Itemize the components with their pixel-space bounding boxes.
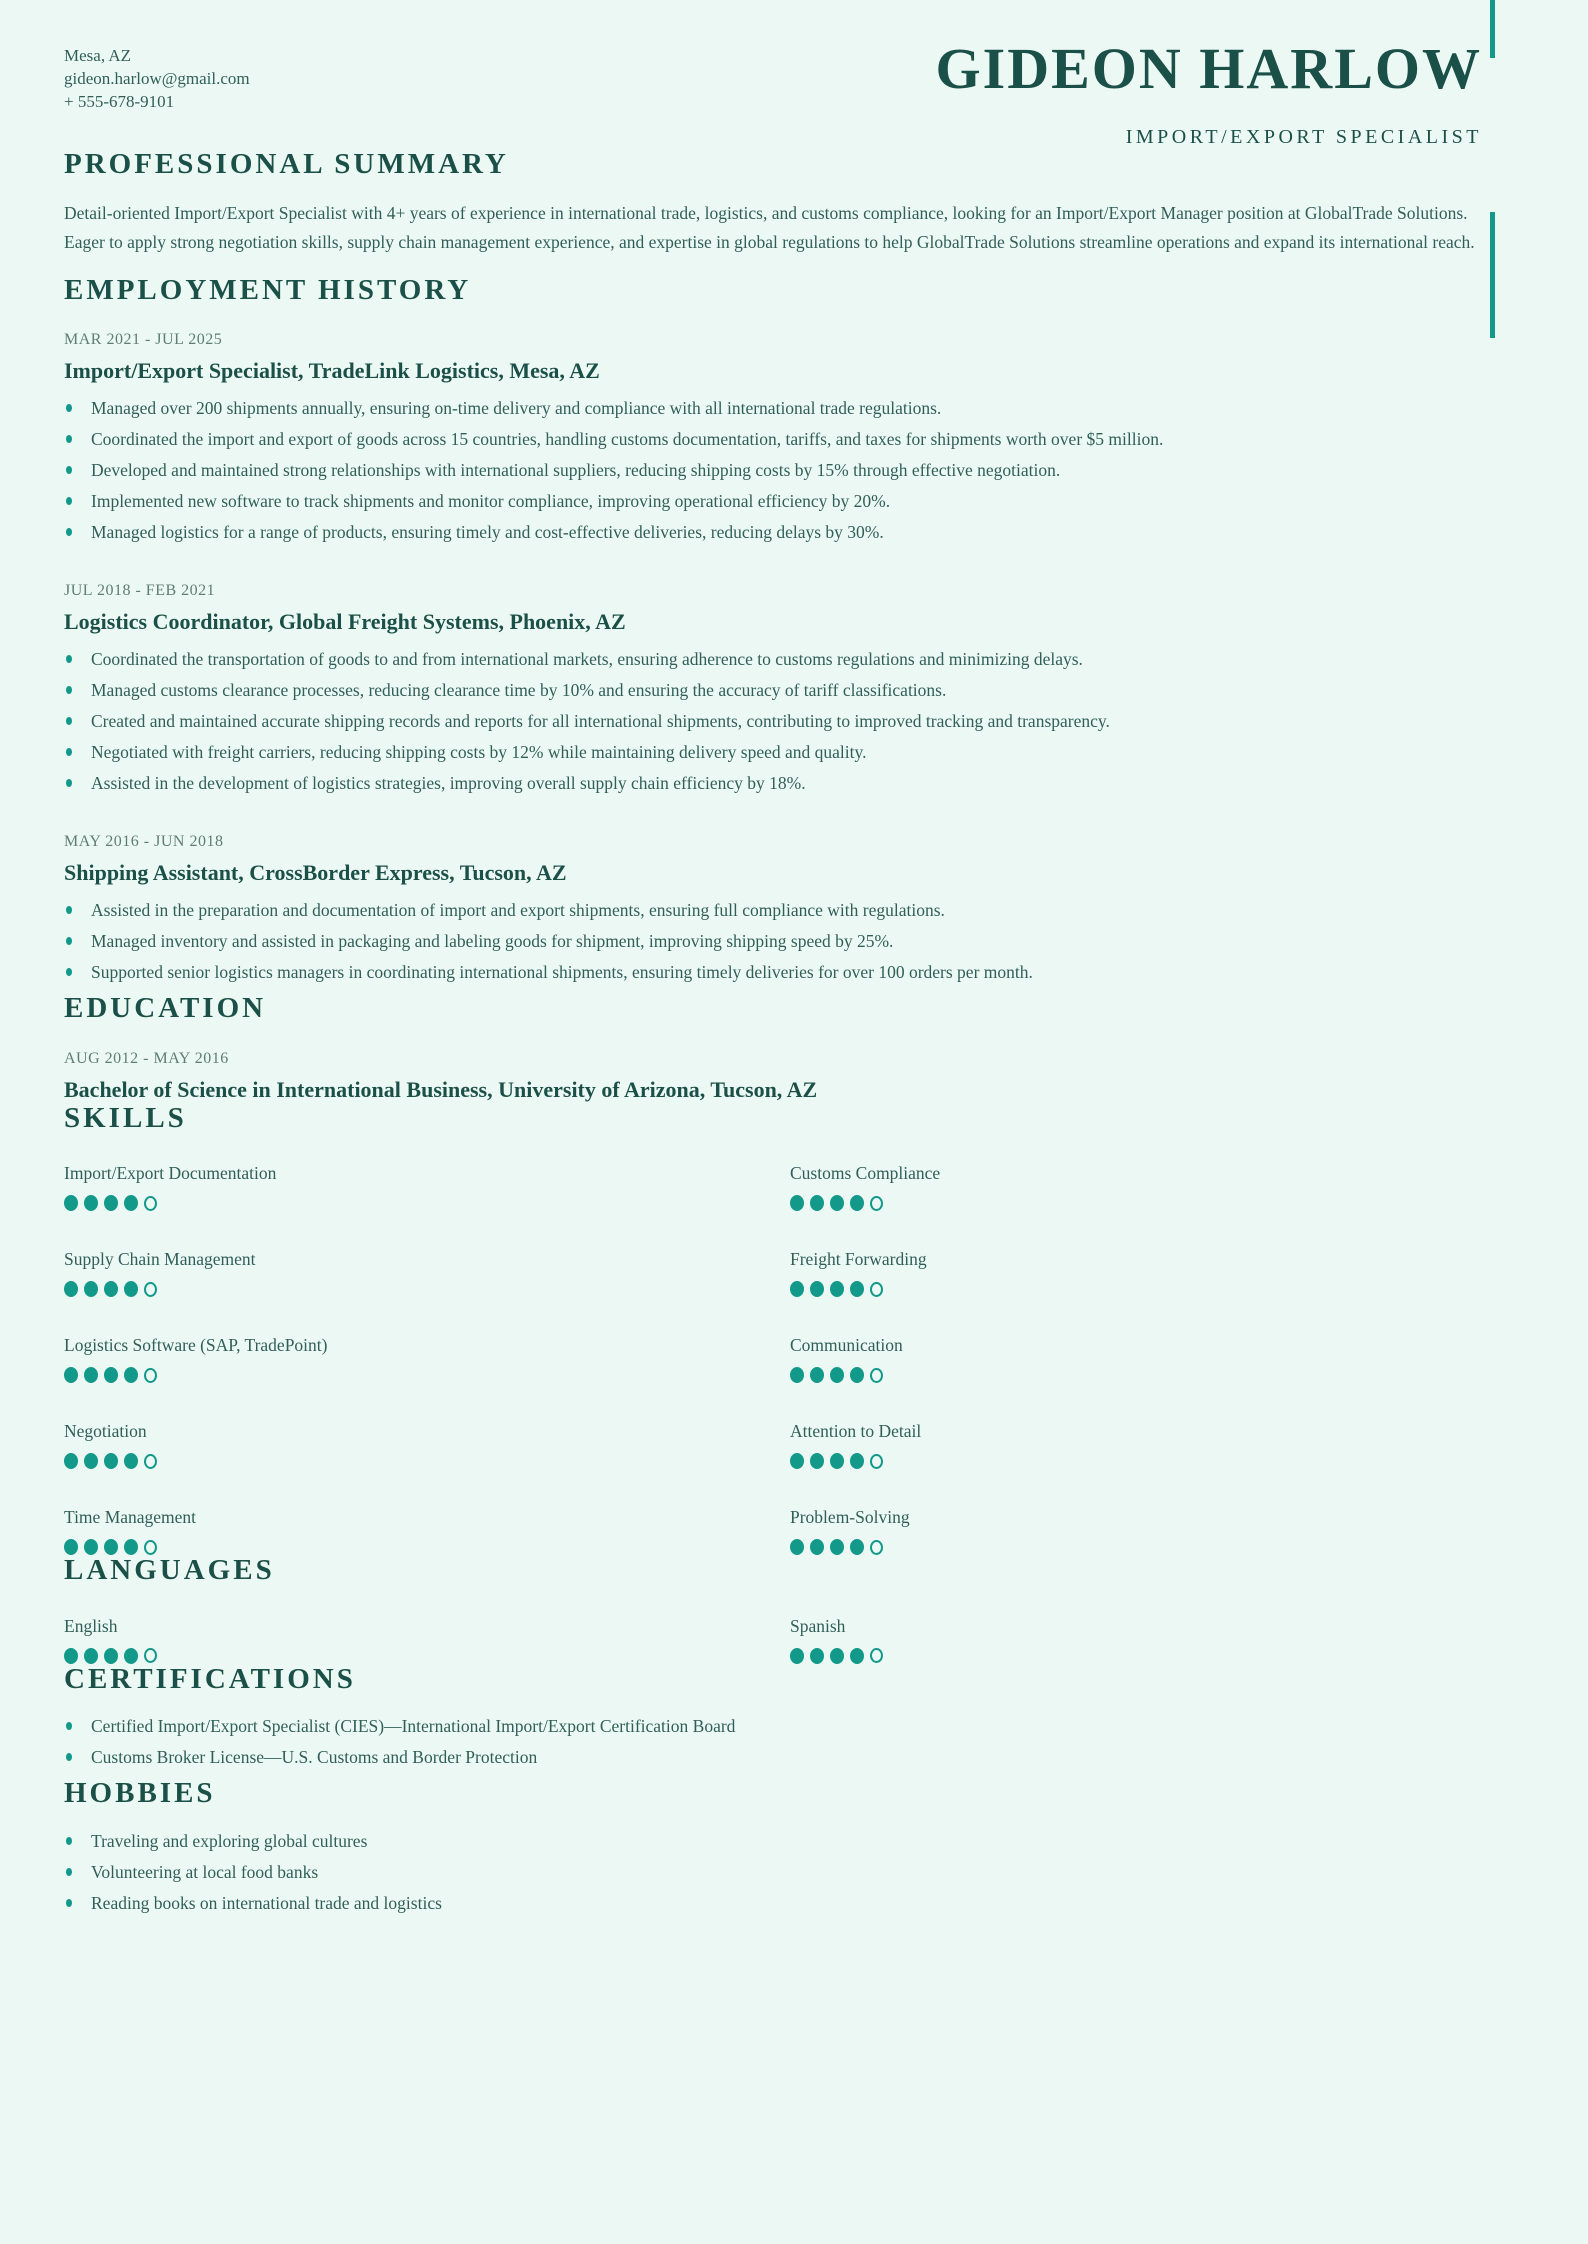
rating-dot-empty <box>144 1648 157 1663</box>
section-certifications <box>64 1664 1524 1767</box>
skill-name: Import/Export Documentation <box>64 1163 277 1184</box>
bullet-text: Assisted in the preparation and documentation of import and export shipments, ensuring full compliance with regulations. <box>91 900 945 921</box>
skill-item <box>790 1249 1524 1297</box>
rating-dot-filled <box>64 1539 78 1555</box>
rating-dot-filled <box>124 1367 138 1383</box>
job-bullet <box>64 429 1524 449</box>
bullet-dot-icon <box>66 404 72 412</box>
job-bullet-list <box>64 649 1524 793</box>
certifications-heading: CERTIFICATIONS <box>64 1662 356 1695</box>
bullet-text: Managed inventory and assisted in packaging and labeling goods for shipment, improving shipping speed by 25%. <box>91 931 894 952</box>
hobby-list <box>64 1831 1524 1913</box>
rating-dot-filled <box>790 1453 804 1469</box>
section-hobbies <box>64 1778 1524 1912</box>
section-skills <box>64 1103 1524 1555</box>
rating-dot-empty <box>144 1454 157 1469</box>
language-name: Spanish <box>790 1615 846 1636</box>
rating-dot-empty <box>144 1368 157 1383</box>
rating-dot-filled <box>830 1195 844 1211</box>
candidate-job-title: IMPORT/EXPORT SPECIALIST <box>1125 126 1482 148</box>
section-education <box>64 993 1524 1102</box>
rating-dot-filled <box>64 1453 78 1469</box>
skill-name: Freight Forwarding <box>790 1249 927 1270</box>
skill-item <box>790 1163 1524 1211</box>
rating-dot-empty <box>144 1196 157 1211</box>
rating-dot-filled <box>124 1453 138 1469</box>
skill-name: Attention to Detail <box>790 1421 922 1442</box>
hobby-item <box>64 1831 1524 1851</box>
rating-dot-empty <box>144 1540 157 1555</box>
bullet-dot-icon <box>66 1837 72 1845</box>
rating-dot-filled <box>790 1281 804 1297</box>
certification-list <box>64 1716 1524 1767</box>
job-bullet <box>64 900 1524 920</box>
skill-name: Time Management <box>64 1507 197 1528</box>
skill-name: Supply Chain Management <box>64 1249 256 1270</box>
rating-dot-filled <box>84 1281 98 1297</box>
bullet-dot-icon <box>66 1722 72 1730</box>
bullet-text: Supported senior logistics managers in coordinating international shipments, ensuring timely deliveries for over 100 orders per month. <box>91 962 1033 983</box>
languages-grid <box>64 1616 1524 1664</box>
summary-text: Detail-oriented Import/Export Specialist with 4+ years of experience in international trade, logistics, and customs compliance, looking for an Import/Export Manager position at GlobalTrade Solutions. Eager to apply strong negotiation skills, supply chain management experience, and expertise in global regulations to help GlobalTrade Solutions streamline operations and expand its international reach. <box>64 203 1475 253</box>
rating-dot-filled <box>104 1453 118 1469</box>
bullet-text: Implemented new software to track shipments and monitor compliance, improving operational efficiency by 20%. <box>91 491 891 512</box>
rating-dot-filled <box>830 1281 844 1297</box>
rating-dot-filled <box>104 1195 118 1211</box>
job-bullet <box>64 680 1524 700</box>
skill-name: Customs Compliance <box>790 1163 941 1184</box>
rating-dot-filled <box>84 1453 98 1469</box>
skill-rating <box>790 1453 1524 1469</box>
job-bullet <box>64 649 1524 669</box>
rating-dot-filled <box>810 1648 824 1664</box>
job-bullet <box>64 742 1524 762</box>
skill-rating <box>64 1453 790 1469</box>
education-degree: Bachelor of Science in International Business, University of Arizona, Tucson, AZ <box>64 1076 818 1102</box>
skill-item <box>790 1421 1524 1469</box>
bullet-dot-icon <box>66 1899 72 1907</box>
job-bullet <box>64 773 1524 793</box>
bullet-dot-icon <box>66 435 72 443</box>
skill-rating <box>64 1281 790 1297</box>
rating-dot-filled <box>830 1367 844 1383</box>
rating-dot-filled <box>124 1539 138 1555</box>
education-heading: EDUCATION <box>64 992 267 1025</box>
skill-rating <box>64 1539 790 1555</box>
job-bullet <box>64 491 1524 511</box>
skill-item <box>64 1249 790 1297</box>
rating-dot-filled <box>104 1281 118 1297</box>
rating-dot-filled <box>850 1648 864 1664</box>
language-item <box>64 1616 790 1664</box>
rating-dot-empty <box>870 1282 883 1297</box>
job-bullet-list <box>64 900 1524 982</box>
rating-dot-filled <box>830 1453 844 1469</box>
rating-dot-filled <box>790 1195 804 1211</box>
bullet-dot-icon <box>66 655 72 663</box>
bullet-dot-icon <box>66 528 72 536</box>
rating-dot-filled <box>64 1281 78 1297</box>
job-bullet <box>64 962 1524 982</box>
rating-dot-filled <box>64 1648 78 1664</box>
bullet-dot-icon <box>66 466 72 474</box>
education-entry <box>64 1050 1524 1103</box>
rating-dot-filled <box>850 1367 864 1383</box>
rating-dot-filled <box>104 1367 118 1383</box>
rating-dot-filled <box>84 1367 98 1383</box>
candidate-name: GIDEON HARLOW <box>935 36 1482 101</box>
certification-item <box>64 1716 1524 1736</box>
rating-dot-filled <box>850 1281 864 1297</box>
rating-dot-filled <box>830 1539 844 1555</box>
certification-text: Customs Broker License—U.S. Customs and Border Protection <box>91 1747 538 1768</box>
bullet-dot-icon <box>66 686 72 694</box>
skill-rating <box>790 1281 1524 1297</box>
identity-block <box>935 36 1482 149</box>
job-dates: MAR 2021 - JUL 2025 <box>64 331 223 349</box>
skill-item <box>64 1421 790 1469</box>
employment-heading: EMPLOYMENT HISTORY <box>64 273 472 306</box>
rating-dot-empty <box>144 1282 157 1297</box>
rating-dot-empty <box>870 1454 883 1469</box>
rating-dot-filled <box>790 1539 804 1555</box>
language-rating <box>64 1648 790 1664</box>
job-dates: JUL 2018 - FEB 2021 <box>64 582 216 600</box>
skill-item <box>64 1335 790 1383</box>
rating-dot-filled <box>850 1539 864 1555</box>
job-bullet <box>64 522 1524 542</box>
skill-item <box>64 1507 790 1555</box>
rating-dot-filled <box>124 1195 138 1211</box>
languages-heading: LANGUAGES <box>64 1554 275 1587</box>
job-title: Import/Export Specialist, TradeLink Logistics, Mesa, AZ <box>64 358 600 384</box>
bullet-text: Managed customs clearance processes, reducing clearance time by 10% and ensuring the accuracy of tariff classifications. <box>91 680 947 701</box>
rating-dot-filled <box>850 1195 864 1211</box>
rating-dot-filled <box>124 1281 138 1297</box>
bullet-text: Managed logistics for a range of products, ensuring timely and cost-effective deliveries, reducing delays by 30%. <box>91 522 884 543</box>
skill-rating <box>64 1367 790 1383</box>
rating-dot-filled <box>830 1648 844 1664</box>
contact-info <box>64 40 250 113</box>
section-employment-history <box>64 275 1524 982</box>
skill-rating <box>64 1195 790 1211</box>
hobby-text: Traveling and exploring global cultures <box>91 1830 368 1851</box>
language-rating <box>790 1648 1524 1664</box>
bullet-dot-icon <box>66 968 72 976</box>
hobby-item <box>64 1893 1524 1913</box>
rating-dot-filled <box>790 1367 804 1383</box>
job-title: Shipping Assistant, CrossBorder Express, Tucson, AZ <box>64 860 567 886</box>
job-entry <box>64 833 1524 982</box>
rating-dot-filled <box>810 1195 824 1211</box>
job-bullet <box>64 398 1524 418</box>
skill-name: Communication <box>790 1335 903 1356</box>
hobby-item <box>64 1862 1524 1882</box>
bullet-dot-icon <box>66 748 72 756</box>
rating-dot-filled <box>64 1367 78 1383</box>
skills-grid <box>64 1163 1524 1555</box>
rating-dot-filled <box>104 1648 118 1664</box>
bullet-text: Created and maintained accurate shipping records and reports for all international shipments, contributing to improved tracking and transparency. <box>91 711 1110 732</box>
skill-item <box>790 1335 1524 1383</box>
skill-rating <box>790 1367 1524 1383</box>
section-professional-summary <box>64 149 1524 257</box>
rating-dot-empty <box>870 1368 883 1383</box>
rating-dot-filled <box>810 1367 824 1383</box>
skill-item <box>64 1163 790 1211</box>
skill-item <box>790 1507 1524 1555</box>
rating-dot-filled <box>810 1281 824 1297</box>
contact-location: Mesa, AZ <box>64 46 132 65</box>
job-bullet-list <box>64 398 1524 542</box>
bullet-dot-icon <box>66 1868 72 1876</box>
job-entry <box>64 582 1524 793</box>
rating-dot-filled <box>810 1539 824 1555</box>
bullet-text: Coordinated the transportation of goods to and from international markets, ensuring adherence to customs regulations and minimizing delays. <box>91 649 1083 670</box>
hobby-text: Volunteering at local food banks <box>91 1861 319 1882</box>
certification-item <box>64 1747 1524 1767</box>
job-bullet <box>64 711 1524 731</box>
rating-dot-filled <box>810 1453 824 1469</box>
rating-dot-empty <box>870 1196 883 1211</box>
bullet-text: Assisted in the development of logistics strategies, improving overall supply chain efficiency by 18%. <box>91 773 806 794</box>
bullet-dot-icon <box>66 906 72 914</box>
rating-dot-filled <box>104 1539 118 1555</box>
rating-dot-filled <box>850 1453 864 1469</box>
skill-name: Negotiation <box>64 1421 147 1442</box>
job-bullet <box>64 460 1524 480</box>
skill-rating <box>790 1539 1524 1555</box>
bullet-text: Managed over 200 shipments annually, ensuring on-time delivery and compliance with all international trade regulations. <box>91 398 942 419</box>
rating-dot-filled <box>84 1539 98 1555</box>
job-dates: MAY 2016 - JUN 2018 <box>64 833 224 851</box>
certification-text: Certified Import/Export Specialist (CIES)—International Import/Export Certification Board <box>91 1716 736 1737</box>
header <box>64 36 1524 149</box>
rating-dot-filled <box>84 1648 98 1664</box>
job-entry <box>64 331 1524 542</box>
language-name: English <box>64 1615 118 1636</box>
rating-dot-filled <box>790 1648 804 1664</box>
bullet-text: Developed and maintained strong relationships with international suppliers, reducing shipping costs by 15% through effective negotiation. <box>91 460 1061 481</box>
section-languages <box>64 1555 1524 1663</box>
accent-bar-top <box>1490 0 1495 58</box>
contact-phone: + 555-678-9101 <box>64 92 175 111</box>
skill-rating <box>790 1195 1524 1211</box>
skill-name: Logistics Software (SAP, TradePoint) <box>64 1335 328 1356</box>
education-dates: AUG 2012 - MAY 2016 <box>64 1049 229 1067</box>
hobbies-heading: HOBBIES <box>64 1777 216 1810</box>
hobby-text: Reading books on international trade and logistics <box>91 1892 442 1913</box>
job-bullet <box>64 931 1524 951</box>
rating-dot-empty <box>870 1540 883 1555</box>
rating-dot-filled <box>84 1195 98 1211</box>
bullet-dot-icon <box>66 717 72 725</box>
skill-name: Problem-Solving <box>790 1507 910 1528</box>
job-title: Logistics Coordinator, Global Freight Systems, Phoenix, AZ <box>64 609 626 635</box>
bullet-text: Coordinated the import and export of goods across 15 countries, handling customs documentation, tariffs, and taxes for shipments worth over $5 million. <box>91 429 1164 450</box>
rating-dot-filled <box>64 1195 78 1211</box>
rating-dot-filled <box>124 1648 138 1664</box>
skills-heading: SKILLS <box>64 1101 187 1134</box>
accent-bar-side <box>1490 212 1495 338</box>
bullet-text: Negotiated with freight carriers, reducing shipping costs by 12% while maintaining delivery speed and quality. <box>91 742 867 763</box>
bullet-dot-icon <box>66 779 72 787</box>
bullet-dot-icon <box>66 1753 72 1761</box>
contact-email: gideon.harlow@gmail.com <box>64 69 250 88</box>
rating-dot-empty <box>870 1648 883 1663</box>
language-item <box>790 1616 1524 1664</box>
bullet-dot-icon <box>66 937 72 945</box>
summary-heading: PROFESSIONAL SUMMARY <box>64 148 509 180</box>
bullet-dot-icon <box>66 497 72 505</box>
